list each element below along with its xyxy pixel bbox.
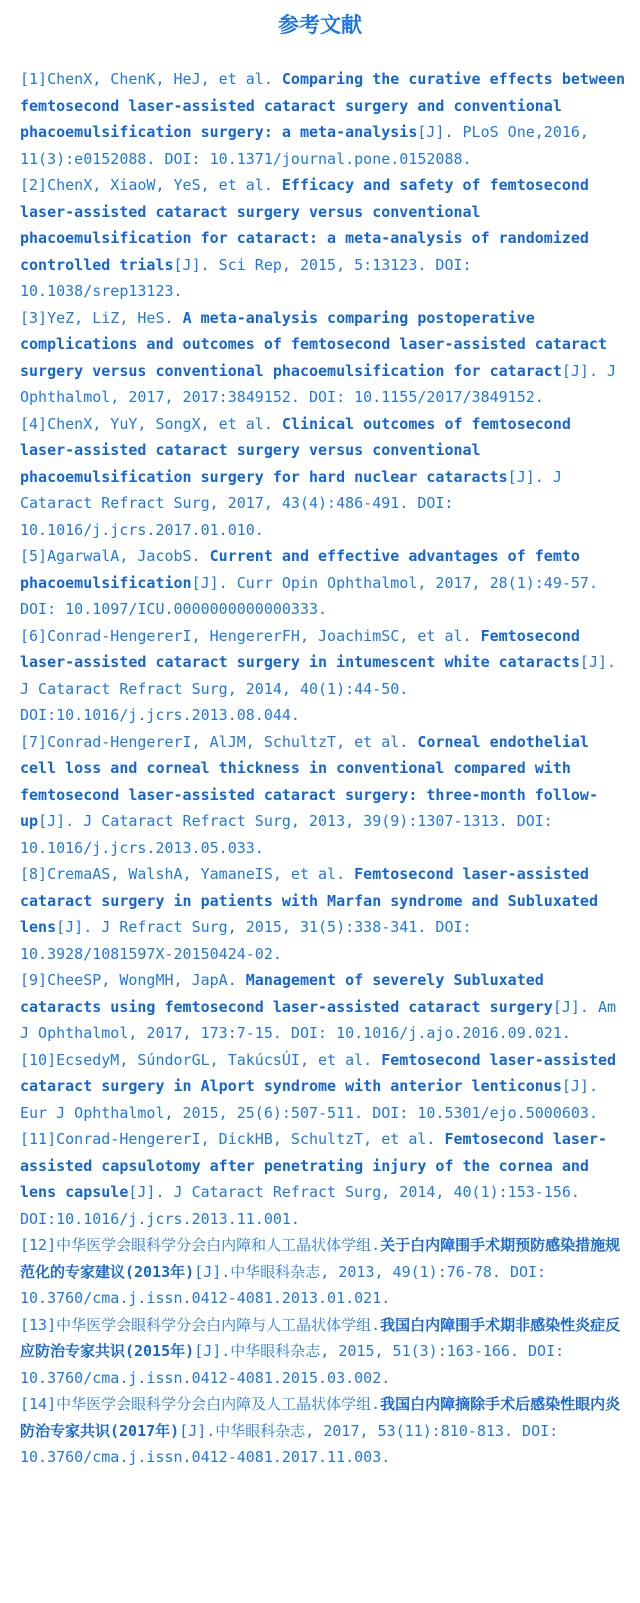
- reference-authors: [12]中华医学会眼科学分会白内障和人工晶状体学组.: [20, 1236, 381, 1254]
- reference-authors: [5]AgarwalA, JacobS.: [20, 547, 210, 565]
- reference-authors: [8]CremaAS, WalshA, YamaneIS, et al.: [20, 865, 355, 883]
- reference-source: [J]. J Cataract Refract Surg, 2013, 39(9):1307-1313. DOI: 10.1016/j.jcrs.2013.05.033.: [20, 812, 553, 857]
- reference-authors: [4]ChenX, YuY, SongX, et al.: [20, 414, 282, 433]
- reference-authors: [2]ChenX, XiaoW, YeS, et al.: [20, 176, 282, 194]
- reference-source: [J]. J Refract Surg, 2015, 31(5):338-341. DOI: 10.3928/1081597X-20150424-02.: [20, 918, 472, 963]
- reference-source: [J].中华眼科杂志, 2013, 49(1):76-78. DOI: 10.3760/cma.j.issn.0412-4081.2013.01.021.: [20, 1262, 547, 1307]
- reference-title: Comparing the curative effects between femtosecond laser-assisted cataract surgery and conventional phacoemulsification surgery: a meta-analysis: [20, 70, 626, 141]
- reference-item: [20, 172, 628, 305]
- reference-authors: [13]中华医学会眼科学分会白内障与人工晶状体学组.: [20, 1315, 381, 1334]
- reference-source: [J]. Sci Rep, 2015, 5:13123. DOI: 10.1038/srep13123.: [20, 255, 472, 300]
- reference-item: [20, 1232, 628, 1312]
- reference-source: [J]. Eur J Ophthalmol, 2015, 25(6):507-511. DOI: 10.5301/ejo.5000603.: [20, 1077, 598, 1122]
- reference-title: 我国白内障摘除手术后感染性眼内炎防治专家共识(2017年): [20, 1395, 621, 1440]
- reference-title: 关于白内障围手术期预防感染措施规范化的专家建议(2013年): [20, 1236, 621, 1281]
- reference-item: [20, 1047, 628, 1127]
- reference-source: [J]. J Cataract Refract Surg, 2014, 40(1):44-50. DOI:10.1016/j.jcrs.2013.08.044.: [20, 653, 617, 724]
- reference-title: Femtosecond laser-assisted cataract surgery in intumescent white cataracts: [20, 626, 580, 671]
- reference-title: 我国白内障围手术期非感染性炎症反应防治专家共识(2015年): [20, 1315, 621, 1360]
- reference-title: Corneal endothelial cell loss and corneal thickness in conventional compared with femtosecond laser-assisted cataract surgery: three-month follow-up: [20, 732, 598, 830]
- reference-authors: [14]中华医学会眼科学分会白内障及人工晶状体学组.: [20, 1395, 381, 1413]
- reference-item: [20, 543, 628, 623]
- reference-source: [J].中华眼科杂志, 2017, 53(11):810-813. DOI: 10.3760/cma.j.issn.0412-4081.2017.11.003.: [20, 1421, 559, 1466]
- reference-source: [J].中华眼科杂志, 2015, 51(3):163-166. DOI: 10.3760/cma.j.issn.0412-4081.2015.03.002.: [20, 1342, 565, 1387]
- reference-item: [20, 411, 628, 544]
- page-title: 参考文献: [278, 13, 362, 37]
- reference-title: A meta-analysis comparing postoperative complications and outcomes of femtosecond laser-assisted cataract surgery versus conventional phacoemulsification for cataract: [20, 308, 607, 380]
- reference-authors: [3]YeZ, LiZ, HeS.: [20, 308, 183, 327]
- reference-authors: [7]Conrad-HengererI, AlJM, SchultzT, et al.: [20, 732, 418, 751]
- reference-item: [20, 66, 628, 172]
- reference-list: [20, 66, 628, 1471]
- reference-source: [J]. PLoS One,2016, 11(3):e0152088. DOI: 10.1371/journal.pone.0152088.: [20, 123, 589, 168]
- reference-item: [20, 861, 628, 967]
- reference-source: [J]. Curr Opin Ophthalmol, 2017, 28(1):49-57. DOI: 10.1097/ICU.0000000000000333.: [20, 573, 598, 618]
- reference-title: Femtosecond laser-assisted cataract surgery in Alport syndrome with anterior lenticonus: [20, 1050, 617, 1095]
- reference-title: Management of severely Subluxated cataracts using femtosecond laser-assisted cataract surgery: [20, 971, 553, 1016]
- reference-authors: [10]EcsedyM, SúndorGL, TakúcsÚI, et al.: [20, 1050, 382, 1069]
- reference-source: [J]. J Ophthalmol, 2017, 2017:3849152. DOI: 10.1155/2017/3849152.: [20, 361, 617, 406]
- reference-source: [J]. J Cataract Refract Surg, 2017, 43(4):486-491. DOI: 10.1016/j.jcrs.2017.01.010.: [20, 467, 562, 539]
- reference-item: [20, 1126, 628, 1232]
- reference-authors: [9]CheeSP, WongMH, JapA.: [20, 971, 246, 989]
- reference-authors: [6]Conrad-HengererI, HengererFH, JoachimSC, et al.: [20, 626, 481, 645]
- reference-item: [20, 1312, 628, 1392]
- reference-item: [20, 729, 628, 862]
- reference-item: [20, 623, 628, 729]
- reference-source: [J]. Am J Ophthalmol, 2017, 173:7-15. DOI: 10.1016/j.ajo.2016.09.021.: [20, 997, 617, 1042]
- reference-title: Femtosecond laser-assisted cataract surgery in patients with Marfan syndrome and Subluxated lens: [20, 865, 598, 936]
- reference-title: Current and effective advantages of femto phacoemulsification: [20, 547, 580, 592]
- reference-title: Clinical outcomes of femtosecond laser-assisted cataract surgery versus conventional phacoemulsification surgery for hard nuclear cataracts: [20, 414, 571, 486]
- reference-title: Femtosecond laser-assisted capsulotomy after penetrating injury of the cornea and lens capsule: [20, 1130, 608, 1201]
- reference-item: [20, 305, 628, 411]
- reference-item: [20, 967, 628, 1047]
- reference-authors: [1]ChenX, ChenK, HeJ, et al.: [20, 70, 282, 88]
- reference-title: Efficacy and safety of femtosecond laser-assisted cataract surgery versus conventional phacoemulsification for cataract: a meta-analysis of randomized controlled trials: [20, 176, 589, 274]
- reference-authors: [11]Conrad-HengererI, DickHB, SchultzT, et al.: [20, 1130, 445, 1148]
- reference-item: [20, 1391, 628, 1471]
- reference-source: [J]. J Cataract Refract Surg, 2014, 40(1):153-156. DOI:10.1016/j.jcrs.2013.11.001.: [20, 1183, 580, 1228]
